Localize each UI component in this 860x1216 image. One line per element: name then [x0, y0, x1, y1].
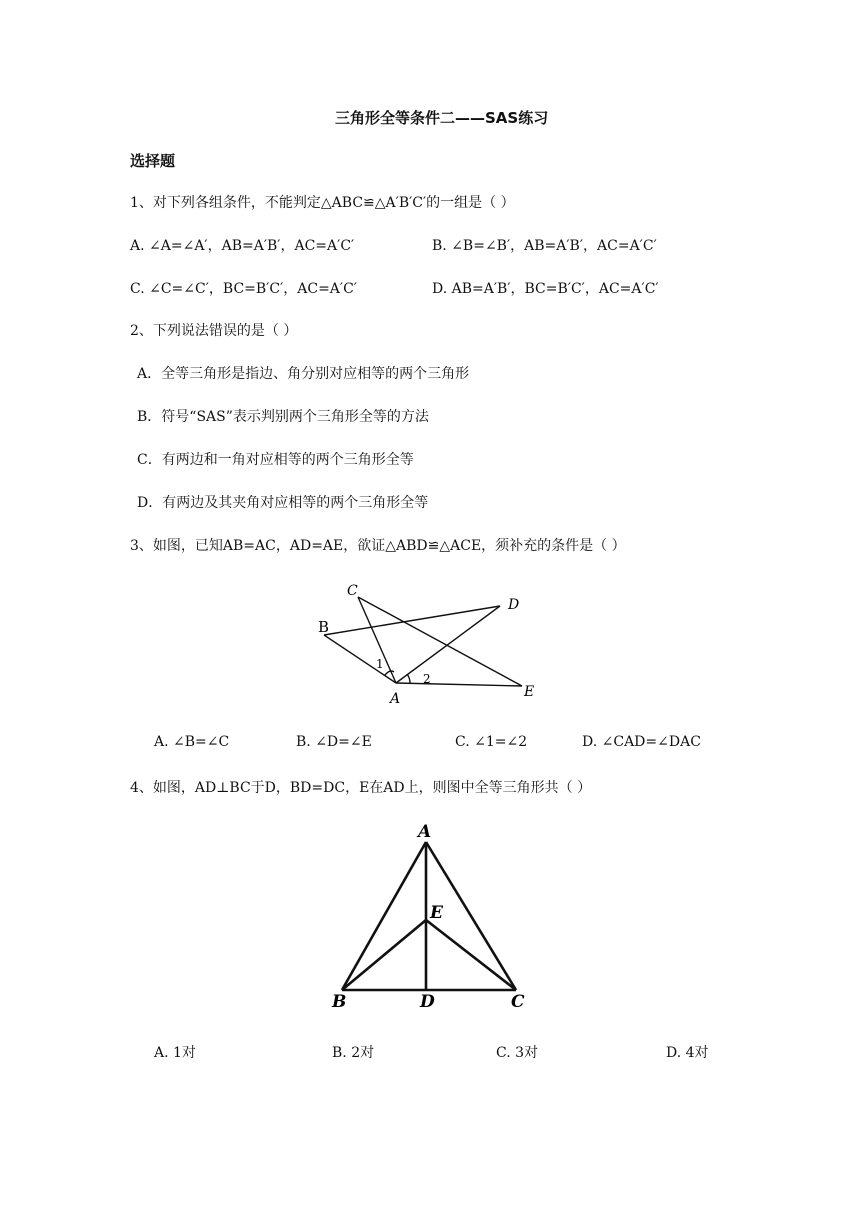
question-2-option-a: A．全等三角形是指边、角分别对应相等的两个三角形 — [137, 366, 470, 382]
page-title: 三角形全等条件二——SAS练习 — [335, 109, 549, 127]
figure3-label-1: 1 — [376, 657, 384, 671]
figure4-label-c: C — [511, 992, 525, 1012]
question-2-stem: 2、下列说法错误的是（ ） — [130, 323, 298, 339]
question-1-stem: 1、对下列各组条件，不能判定△ABC≌△A′B′C′的一组是（ ） — [130, 195, 515, 211]
question-1-option-a: A. ∠A=∠A′，AB=A′B′，AC=A′C′ — [130, 238, 355, 254]
question-3-option-b: B. ∠D=∠E — [296, 734, 372, 750]
figure3-label-a: A — [390, 691, 401, 705]
figure3-label-d: D — [508, 597, 520, 613]
question-3-figure — [310, 575, 550, 705]
question-1-option-d: D. AB=A′B′，BC=B′C′，AC=A′C′ — [432, 281, 659, 297]
question-1-option-b: B. ∠B=∠B′，AB=A′B′，AC=A′C′ — [432, 238, 657, 254]
question-4-stem: 4、如图，AD⊥BC于D，BD=DC，E在AD上，则图中全等三角形共（ ） — [130, 780, 592, 796]
question-3-option-a: A. ∠B=∠C — [154, 734, 230, 750]
question-4-option-c: C. 3对 — [496, 1045, 539, 1061]
question-2-option-b: B．符号“SAS”表示判别两个三角形全等的方法 — [137, 409, 429, 425]
question-4-figure — [320, 818, 540, 1018]
figure3-label-e: E — [524, 684, 535, 700]
question-2-option-c: C．有两边和一角对应相等的两个三角形全等 — [137, 452, 414, 468]
question-4-option-b: B. 2对 — [332, 1045, 375, 1061]
section-heading: 选择题 — [130, 152, 176, 170]
question-2-option-d: D．有两边及其夹角对应相等的两个三角形全等 — [137, 495, 429, 511]
figure4-label-d: D — [420, 992, 435, 1012]
figure4-label-e: E — [430, 903, 443, 923]
figure3-label-2: 2 — [423, 672, 431, 686]
question-1-option-c: C. ∠C=∠C′，BC=B′C′，AC=A′C′ — [130, 281, 357, 297]
question-3-option-c: C. ∠1=∠2 — [455, 734, 528, 750]
figure3-label-b: B — [318, 618, 330, 636]
figure3-label-c: C — [347, 583, 358, 599]
question-4-option-d: D. 4对 — [666, 1045, 709, 1061]
question-3-option-d: D. ∠CAD=∠DAC — [582, 734, 701, 750]
figure4-label-b: B — [332, 992, 347, 1012]
figure4-label-a: A — [418, 822, 432, 842]
question-4-option-a: A. 1对 — [154, 1045, 196, 1061]
question-3-stem: 3、如图，已知AB=AC，AD=AE，欲证△ABD≌△ACE，须补充的条件是（ ） — [130, 538, 626, 554]
